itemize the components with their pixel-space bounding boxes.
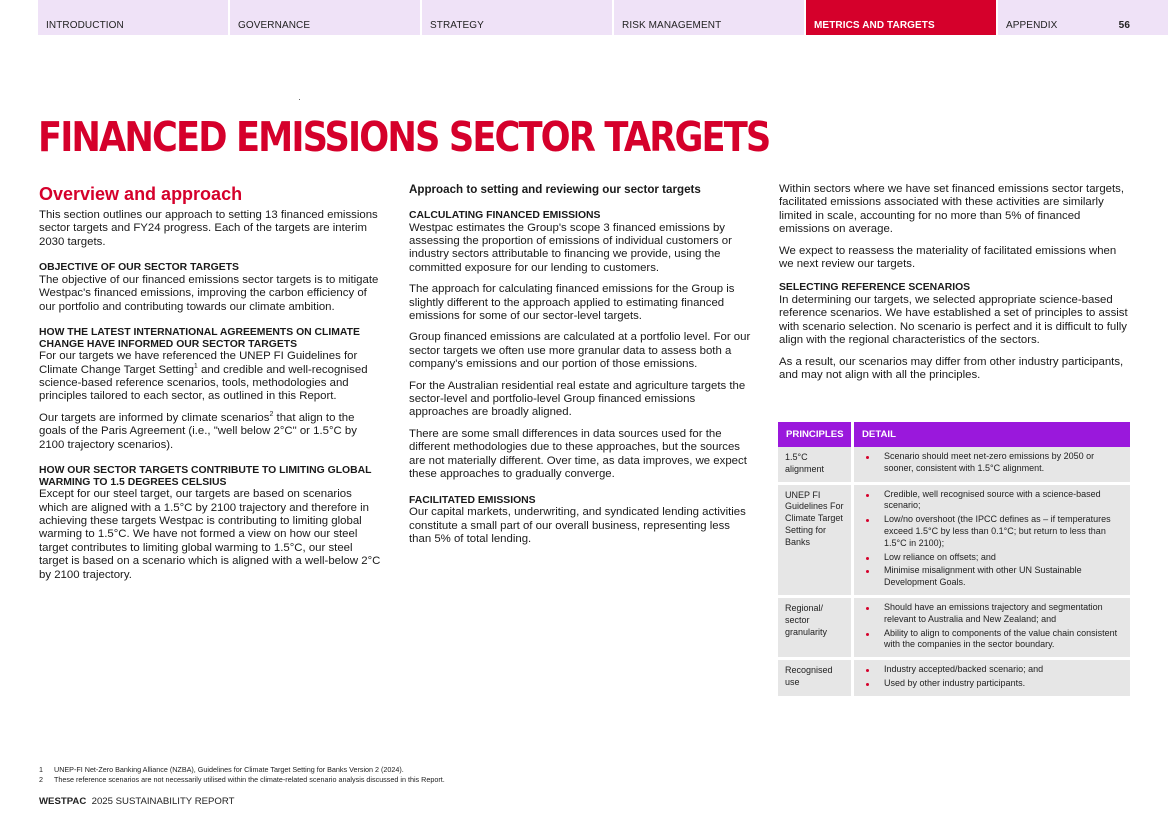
paragraph-facilitated: Our capital markets, underwriting, and syndicated lending activities constitute a small part of our overall business, representing less than 5% of total lending.: [409, 506, 746, 545]
bullet-icon: [866, 683, 869, 686]
detail-text: Ability to align to components of the value chain consistent with the companies in the sector boundary.: [884, 627, 1118, 650]
detail-text: Minimise misalignment with other UN Sustainable Development Goals.: [884, 565, 1082, 588]
text-part: For our targets we have referenced the UNEP FI Guidelines for Climate Change Target Setting: [39, 350, 358, 376]
detail-item: [864, 451, 1122, 475]
table-row: [778, 660, 1130, 699]
footnote-number: 2: [39, 774, 43, 784]
tab-risk-management[interactable]: RISK MANAGEMENT: [614, 0, 804, 35]
page-footer: [39, 796, 235, 807]
footnote-number: 1: [39, 765, 43, 774]
paragraph-calc-1: Westpac estimates the Group's scope 3 financed emissions by assessing the proportion of emissions of individual customers or industry sectors attributable to financing we provide, using the committed exposure for our lending to customers.: [409, 221, 732, 274]
detail-text: Scenario should meet net-zero emissions by 2050 or sooner, consistent with 1.5°C alignment.: [884, 451, 1095, 473]
header-detail: DETAIL: [854, 422, 1130, 447]
detail-item: [864, 565, 1122, 589]
principle-name: Recognised use: [778, 660, 854, 699]
paragraph-calc-5: There are some small differences in data sources used for the different methodologies due to these approaches, but the sources are not materially different. Over time, as data improves, we expect these approaches to gradually converge.: [409, 427, 747, 481]
column-overview: [39, 183, 384, 590]
footer-report-name: 2025 SUSTAINABILITY REPORT: [91, 796, 235, 807]
tab-introduction[interactable]: INTRODUCTION: [38, 0, 228, 35]
text-part: and credible and well-recognised science-based reference scenarios, tools, methodologies and principles tailored to each sector, as outlined in this Report.: [39, 363, 368, 403]
principle-name: UNEP FI Guidelines For Climate Target Setting for Banks: [778, 485, 854, 598]
tab-strategy[interactable]: STRATEGY: [422, 0, 612, 35]
principle-detail: [854, 598, 1130, 660]
bullet-icon: [866, 633, 869, 636]
tab-metrics-and-targets[interactable]: METRICS AND TARGETS: [806, 0, 996, 35]
detail-text: Low/no overshoot (the IPCC defines as – if temperatures exceed 1.5°C by less than 0.1°C; but return to less than 1.5°C in 2100);: [884, 514, 1111, 548]
section-heading-approach: Approach to setting and reviewing our sector targets: [409, 183, 701, 196]
paragraph-scenarios: In determining our targets, we selected appropriate science-based reference scenarios. We have established a set of principles to assist with scenario selection. No scenario is perfect and it is difficult to fully align with the regional characteristics of the sectors.: [779, 294, 1128, 347]
heading-scenarios: SELECTING REFERENCE SCENARIOS: [779, 282, 971, 294]
heading-agreements: HOW THE LATEST INTERNATIONAL AGREEMENTS ON CLIMATE CHANGE HAVE INFORMED OUR SECTOR TARGETS: [39, 327, 360, 350]
text-part: that align to the goals of the Paris Agreement (i.e., "well below 2°C" or 1.5°C by 2100 trajectory scenarios).: [39, 411, 357, 451]
paragraph-reassess: We expect to reassess the materiality of facilitated emissions when we next review our targets.: [779, 244, 1117, 271]
detail-item: [864, 664, 1122, 676]
table-row: [778, 598, 1130, 660]
footnotes: [39, 765, 445, 784]
heading-facilitated: FACILITATED EMISSIONS: [409, 494, 536, 506]
detail-text: Should have an emissions trajectory and segmentation relevant to Australia and New Zealand; and: [884, 601, 1103, 624]
principle-detail: [854, 660, 1130, 699]
text-part: Our targets are informed by climate scenarios: [39, 411, 270, 424]
top-navigation: [0, 0, 1168, 35]
bullet-icon: [866, 607, 869, 610]
paragraph-agreements-1: [39, 350, 384, 404]
principle-detail: [854, 485, 1130, 598]
footer-brand: WESTPAC: [39, 796, 87, 807]
table-row: [778, 447, 1130, 485]
paragraph-objective: The objective of our financed emissions sector targets is to mitigate Westpac's financed emissions, improving the carbon efficiency of our portfolio and contributing towards our climate ambition.: [39, 273, 379, 313]
overview-intro: This section outlines our approach to setting 13 financed emissions sector targets and FY24 progress. Each of the targets are interim 2030 targets.: [39, 209, 378, 248]
section-heading-overview: Overview and approach: [39, 184, 243, 204]
footnote-1: [39, 765, 445, 775]
table-row: [778, 485, 1130, 598]
footnote-ref-2[interactable]: 2: [269, 411, 274, 419]
footnote-2: [39, 775, 445, 785]
bullet-icon: [866, 456, 869, 459]
principle-name: Regional/ sector granularity: [778, 598, 854, 660]
paragraph-differ: As a result, our scenarios may differ from other industry participants, and may not align with all the principles.: [779, 355, 1124, 382]
paragraph-facilitated-scale: Within sectors where we have set financed emissions sector targets, facilitated emissions associated with these activities are similarly limited in scale, accounting for no more than 5% of financed emissions on average.: [779, 183, 1125, 236]
page-number: 56: [1118, 20, 1130, 31]
detail-text: Low reliance on offsets; and: [884, 551, 996, 562]
detail-item: [864, 628, 1122, 652]
bullet-icon: [866, 519, 869, 522]
heading-calculating: CALCULATING FINANCED EMISSIONS: [409, 210, 601, 221]
bullet-icon: [866, 557, 869, 560]
principles-table: [778, 422, 1130, 699]
tab-governance[interactable]: GOVERNANCE: [230, 0, 420, 35]
detail-item: [864, 514, 1122, 549]
stray-dot: [299, 99, 300, 100]
bullet-icon: [866, 669, 869, 672]
tab-appendix-label: APPENDIX: [1006, 20, 1058, 31]
paragraph-agreements-2: [39, 412, 384, 452]
paragraph-calc-3: Group financed emissions are calculated at a portfolio level. For our sector targets we often use more granular data to assess both a company's emissions and our portion of those emissions.: [409, 331, 751, 371]
footnote-text: These reference scenarios are not necessarily utilised within the climate-related scenario analysis discussed in this Report.: [54, 774, 445, 784]
bullet-icon: [866, 570, 869, 573]
principle-detail: [854, 447, 1130, 485]
detail-text: Industry accepted/backed scenario; and: [884, 664, 1044, 675]
paragraph-calc-2: The approach for calculating financed emissions for the Group is slightly different to the approach applied to estimating financed emissions for some of our sector-level targets.: [409, 283, 735, 323]
heading-objective: OBJECTIVE OF OUR SECTOR TARGETS: [39, 262, 239, 274]
heading-warming: HOW OUR SECTOR TARGETS CONTRIBUTE TO LIMITING GLOBAL WARMING TO 1.5 DEGREES CELSIUS: [39, 465, 372, 488]
detail-text: Used by other industry participants.: [884, 677, 1026, 688]
page-title: FINANCED EMISSIONS SECTOR TARGETS: [38, 113, 770, 161]
tab-appendix[interactable]: [998, 0, 1168, 35]
detail-item: [864, 552, 1122, 564]
paragraph-warming: Except for our steel target, our targets are based on scenarios which are aligned with a 1.5°C by 2100 trajectory and therefore in achieving these targets Westpac is contributing to limiting global warming to 1.5°C. We have not formed a view on how our steel target contributes to limiting global warming to 1.5°C, our steel target is based on a scenario which is aligned with a well-below 2°C by 2100 trajectory.: [39, 488, 381, 581]
principle-name: 1.5°C alignment: [778, 447, 854, 485]
paragraph-calc-4: For the Australian residential real estate and agriculture targets the sector-level and portfolio-level Group financed emissions approaches are broadly aligned.: [409, 379, 746, 419]
footnote-text: UNEP-FI Net-Zero Banking Alliance (NZBA), Guidelines for Climate Target Setting for Banks Version 2 (2024).: [54, 765, 404, 774]
detail-text: Credible, well recognised source with a science-based scenario;: [884, 488, 1101, 511]
column-scenarios: [779, 183, 1131, 390]
column-approach: [409, 183, 754, 554]
detail-item: [864, 678, 1122, 690]
footnote-ref-1[interactable]: 1: [193, 362, 198, 370]
bullet-icon: [866, 494, 869, 497]
detail-item: [864, 602, 1122, 626]
detail-item: [864, 489, 1122, 513]
header-principles: PRINCIPLES: [778, 422, 854, 447]
